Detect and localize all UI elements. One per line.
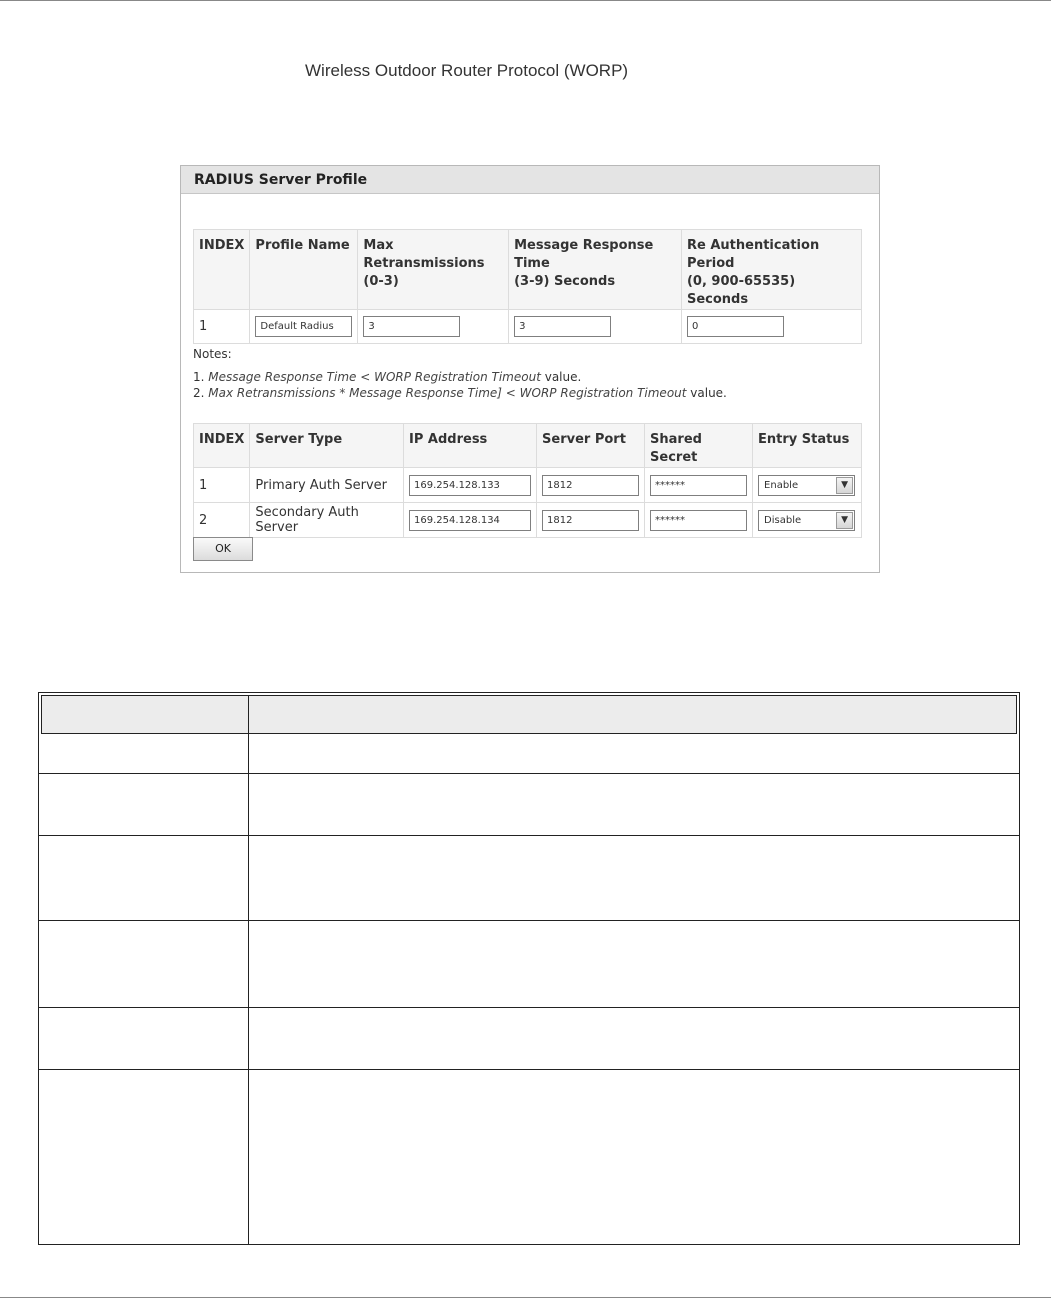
col-reauth-line1: Re Authentication	[686, 238, 820, 253]
message-response-time-input[interactable]: 3	[514, 316, 611, 337]
col-max-retx-line1: Max	[363, 238, 394, 253]
note-1	[193, 369, 727, 385]
col-max-retx-line3: (0-3)	[363, 274, 399, 289]
col-shared-secret: Shared Secret	[645, 424, 753, 468]
row-divider	[39, 920, 1019, 921]
entry-status-value: Enable	[764, 479, 799, 491]
note-2	[193, 385, 727, 401]
panel-title: RADIUS Server Profile	[181, 166, 879, 194]
col-server-type: Server Type	[250, 424, 404, 468]
server-row-secondary	[194, 503, 862, 538]
entry-status-cell	[753, 468, 862, 503]
server-port-cell	[537, 503, 645, 538]
shared-secret-input[interactable]: ******	[650, 510, 747, 531]
row-divider	[39, 773, 1019, 774]
server-index: 2	[194, 503, 250, 538]
col-msg-resp-line1: Message Response	[514, 238, 654, 253]
server-table-header	[194, 424, 862, 468]
reauth-period-input[interactable]: 0	[687, 316, 784, 337]
document-header: Wireless Outdoor Router Protocol (WORP)	[305, 61, 629, 80]
column-divider	[248, 734, 249, 1244]
shared-secret-input[interactable]: ******	[650, 475, 747, 496]
col-msg-resp-line3: (3-9) Seconds	[514, 274, 616, 289]
server-table	[193, 423, 862, 538]
server-port-cell	[537, 468, 645, 503]
profile-row	[194, 310, 862, 344]
top-rule	[0, 0, 1051, 1]
bottom-rule	[0, 1297, 1051, 1298]
server-type: Primary Auth Server	[250, 468, 404, 503]
col-msg-resp-line2: Time	[514, 256, 550, 271]
radius-server-profile-panel	[180, 165, 880, 573]
message-response-cell	[509, 310, 682, 344]
col-reauth-line2: Period	[686, 256, 735, 271]
profile-table-header	[194, 230, 862, 310]
ip-address-input[interactable]: 169.254.128.133	[409, 475, 531, 496]
shared-secret-cell	[645, 503, 753, 538]
chevron-down-icon[interactable]: ▼	[836, 512, 853, 529]
note-2-italic: Max Retransmissions * Message Response Time] < WORP Registration Timeout	[208, 386, 687, 400]
col-profile-name: Profile Name	[250, 230, 358, 310]
chevron-down-icon[interactable]: ▼	[836, 477, 853, 494]
server-port-input[interactable]: 1812	[542, 510, 639, 531]
ip-address-cell	[404, 503, 537, 538]
server-type: Secondary Auth Server	[250, 503, 404, 538]
max-retransmissions-input[interactable]: 3	[363, 316, 460, 337]
entry-status-select[interactable]	[758, 475, 855, 496]
col-reauth-period	[681, 230, 861, 310]
note-2-tail: value.	[686, 386, 727, 400]
col-index: INDEX	[194, 230, 250, 310]
row-divider	[39, 1007, 1019, 1008]
notes	[193, 346, 727, 401]
col-server-port: Server Port	[537, 424, 645, 468]
ip-address-cell	[404, 468, 537, 503]
notes-title: Notes:	[193, 347, 232, 361]
parameter-table	[38, 692, 1020, 1245]
note-1-tail: value.	[540, 370, 582, 384]
server-index: 1	[194, 468, 250, 503]
col-max-retx-line2: Retransmissions	[363, 256, 485, 271]
note-1-italic: Message Response Time < WORP Registration Timeout	[208, 370, 541, 384]
note-2-number: 2.	[193, 386, 205, 400]
entry-status-value: Disable	[764, 514, 802, 526]
note-1-number: 1.	[193, 370, 205, 384]
parameter-table-header	[41, 695, 1017, 734]
server-port-input[interactable]: 1812	[542, 475, 639, 496]
col-ip-address: IP Address	[404, 424, 537, 468]
shared-secret-cell	[645, 468, 753, 503]
row-divider	[39, 835, 1019, 836]
ok-button[interactable]: OK	[193, 537, 253, 561]
max-retransmissions-cell	[358, 310, 509, 344]
server-row-primary	[194, 468, 862, 503]
col-message-response-time	[509, 230, 682, 310]
col-entry-status: Entry Status	[753, 424, 862, 468]
profile-table	[193, 229, 862, 344]
entry-status-cell	[753, 503, 862, 538]
profile-name-cell	[250, 310, 358, 344]
reauth-period-cell	[681, 310, 861, 344]
profile-name-input[interactable]: Default Radius	[255, 316, 352, 337]
col-server-index: INDEX	[194, 424, 250, 468]
col-max-retransmissions	[358, 230, 509, 310]
col-reauth-line3: (0, 900-65535) Seconds	[686, 274, 796, 307]
row-divider	[39, 1069, 1019, 1070]
entry-status-select[interactable]	[758, 510, 855, 531]
profile-index: 1	[194, 310, 250, 344]
header-divider	[248, 695, 249, 734]
ip-address-input[interactable]: 169.254.128.134	[409, 510, 531, 531]
